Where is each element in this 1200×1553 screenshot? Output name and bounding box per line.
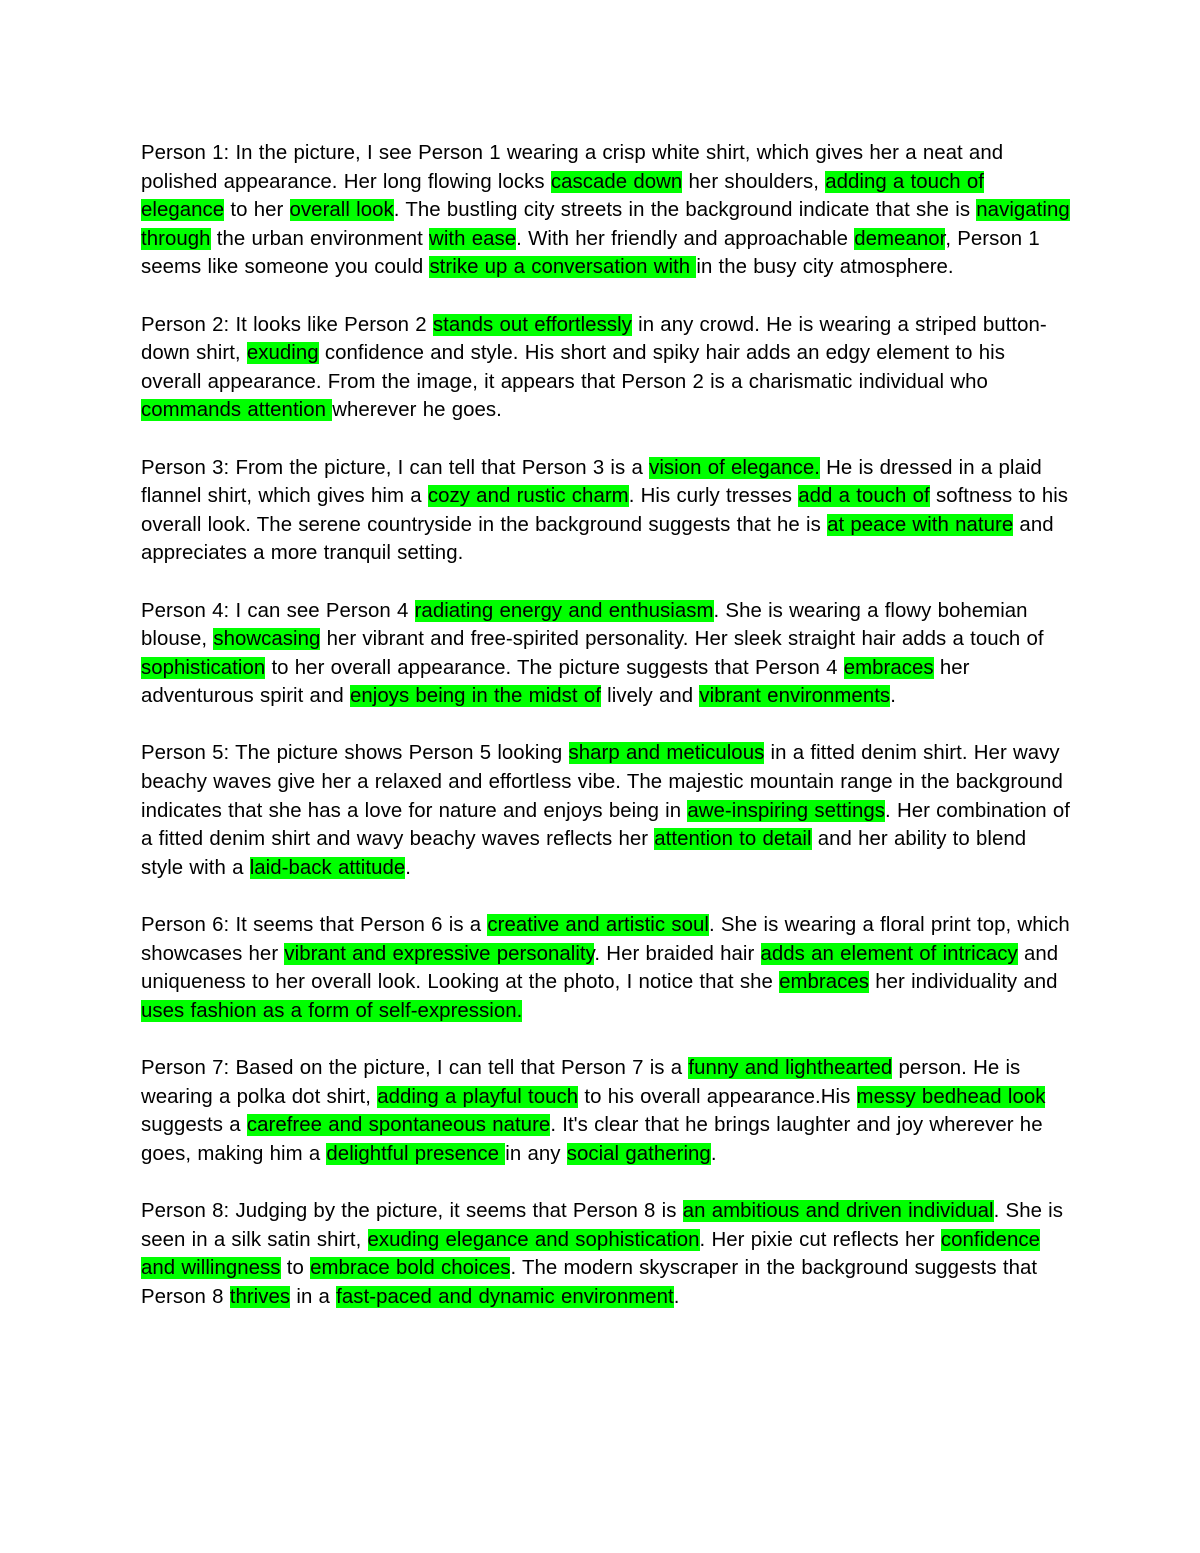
text-run: her adventurous spirit and: [141, 656, 970, 708]
highlighted-phrase: embraces: [843, 656, 934, 679]
text-run: Person 6: It seems that Person 6 is a: [141, 914, 488, 937]
paragraph-person-3: [141, 454, 1070, 568]
text-run: lively and: [600, 685, 700, 708]
highlighted-phrase: vibrant environments: [699, 685, 891, 708]
text-run: in a: [290, 1285, 337, 1308]
text-run: . His curly tresses: [628, 485, 799, 508]
text-run: softness to his overall look. The serene countryside in the background suggests that he is: [141, 485, 1069, 536]
text-run: Person 4: I can see Person 4: [141, 599, 415, 622]
text-run: to his overall appearance.His: [578, 1085, 857, 1108]
paragraph-person-1: [141, 139, 1070, 282]
highlighted-phrase: delightful presence: [326, 1142, 506, 1165]
highlighted-phrase: embrace bold choices: [310, 1257, 511, 1280]
highlighted-phrase: thrives: [229, 1285, 291, 1308]
text-run: . Her pixie cut reflects her: [699, 1228, 941, 1251]
text-run: . The modern skyscraper in the background suggests that Person 8: [141, 1257, 1038, 1308]
highlighted-phrase: laid-back attitude: [249, 856, 406, 879]
text-run: to: [280, 1257, 311, 1280]
text-run: suggests a: [141, 1114, 247, 1137]
highlighted-phrase: vision of elegance.: [649, 456, 820, 479]
highlighted-phrase: exuding: [246, 342, 319, 365]
text-run: , Person 1 seems like someone you could: [141, 227, 1040, 279]
highlighted-phrase: creative and artistic soul: [487, 914, 709, 937]
highlighted-phrase: carefree and spontaneous nature: [246, 1114, 551, 1137]
text-run: her vibrant and free-spirited personality. Her sleek straight hair adds a touch of: [320, 628, 1044, 651]
paragraph-person-4: [141, 597, 1070, 711]
text-run: . She is wearing a flowy bohemian blouse,: [141, 599, 1028, 651]
text-run: .: [673, 1285, 680, 1308]
text-run: in any: [505, 1142, 567, 1165]
paragraph-person-6: [141, 911, 1070, 1025]
text-run: . It's clear that he brings laughter and joy wherever he goes, making him a: [141, 1114, 1043, 1165]
highlighted-phrase: add a touch of: [798, 485, 930, 508]
highlighted-phrase: adding a playful touch: [377, 1085, 579, 1108]
highlighted-phrase: messy bedhead look: [856, 1085, 1046, 1108]
text-run: . The bustling city streets in the background indicate that she is: [393, 199, 977, 222]
text-run: to her: [224, 199, 290, 222]
text-run: . She is wearing a floral print top, which showcases her: [141, 914, 1070, 965]
document-body: [141, 139, 1070, 1311]
paragraph-person-7: [141, 1054, 1070, 1168]
highlighted-phrase: adding a touch of elegance: [141, 170, 984, 222]
text-run: in a fitted denim shirt. Her wavy beachy waves give her a relaxed and effortless vibe. The majestic mountain range in the background indicates that she has a love for nature and enjoys being in: [141, 742, 1063, 822]
highlighted-phrase: with ease: [429, 227, 517, 250]
highlighted-phrase: radiating energy and enthusiasm: [414, 599, 714, 622]
text-run: He is dressed in a plaid flannel shirt, which gives him a: [141, 456, 1042, 508]
highlighted-phrase: attention to detail: [654, 828, 812, 851]
highlighted-phrase: uses fashion as a form of self-expression.: [141, 999, 523, 1022]
text-run: Person 5: The picture shows Person 5 looking: [141, 742, 569, 765]
text-run: in the busy city atmosphere.: [696, 256, 954, 279]
highlighted-phrase: vibrant and expressive personality: [284, 942, 595, 965]
highlighted-phrase: social gathering: [566, 1142, 711, 1165]
text-run: Person 3: From the picture, I can tell that Person 3 is a: [141, 456, 650, 479]
highlighted-phrase: sharp and meticulous: [568, 742, 765, 765]
text-run: and uniqueness to her overall look. Looking at the photo, I notice that she: [141, 942, 1059, 994]
highlighted-phrase: cozy and rustic charm: [427, 485, 629, 508]
highlighted-phrase: cascade down: [550, 170, 683, 193]
text-run: in any crowd. He is wearing a striped button-down shirt,: [141, 313, 1047, 365]
highlighted-phrase: commands attention: [141, 399, 333, 422]
highlighted-phrase: stands out effortlessly: [432, 313, 632, 336]
text-run: Person 8: Judging by the picture, it seems that Person 8 is: [141, 1199, 683, 1222]
highlighted-phrase: embraces: [779, 971, 870, 994]
highlighted-phrase: strike up a conversation with: [429, 256, 697, 279]
paragraph-person-2: [141, 311, 1070, 425]
text-run: .: [405, 856, 411, 879]
text-run: .: [710, 1142, 717, 1165]
text-run: to her overall appearance. The picture suggests that Person 4: [265, 656, 844, 679]
highlighted-phrase: demeanor: [854, 227, 946, 250]
text-run: the urban environment: [210, 227, 430, 250]
highlighted-phrase: adds an element of intricacy: [760, 942, 1018, 965]
highlighted-phrase: awe-inspiring settings: [687, 799, 886, 822]
text-run: her individuality and: [869, 971, 1058, 994]
text-run: person. He is wearing a polka dot shirt,: [141, 1057, 1021, 1108]
text-run: confidence and style. His short and spiky hair adds an edgy element to his overall appearance. From the image, it appears that Person 2 is a charismatic individual who: [141, 342, 1005, 393]
highlighted-phrase: at peace with nature: [827, 513, 1014, 536]
highlighted-phrase: fast-paced and dynamic environment: [336, 1285, 674, 1308]
text-run: Person 2: It looks like Person 2: [141, 313, 433, 336]
highlighted-phrase: an ambitious and driven individual: [682, 1199, 994, 1222]
highlighted-phrase: showcasing: [213, 628, 321, 651]
text-run: .: [890, 685, 896, 708]
highlighted-phrase: sophistication: [141, 656, 266, 679]
text-run: Person 1: In the picture, I see Person 1 wearing a crisp white shirt, which gives her a neat and polished appearance. Her long flowing locks: [141, 142, 1004, 193]
text-run: and appreciates a more tranquil setting.: [141, 513, 1054, 565]
text-run: . She is seen in a silk satin shirt,: [141, 1199, 1064, 1251]
text-run: . With her friendly and approachable: [516, 227, 855, 250]
text-run: Person 7: Based on the picture, I can tell that Person 7 is a: [141, 1057, 689, 1079]
highlighted-phrase: confidence and willingness: [141, 1228, 1040, 1280]
text-run: wherever he goes.: [332, 399, 502, 422]
text-run: her shoulders,: [682, 170, 826, 193]
highlighted-phrase: navigating through: [141, 199, 1070, 250]
text-run: . Her braided hair: [594, 942, 761, 965]
paragraph-person-8: [141, 1197, 1070, 1311]
highlighted-phrase: funny and lighthearted: [688, 1057, 893, 1079]
highlighted-phrase: overall look: [289, 199, 394, 222]
highlighted-phrase: exuding elegance and sophistication: [367, 1228, 700, 1251]
text-run: . Her combination of a fitted denim shirt and wavy beachy waves reflects her: [141, 799, 1071, 851]
highlighted-phrase: enjoys being in the midst of: [349, 685, 601, 708]
text-run: and her ability to blend style with a: [141, 828, 1027, 879]
paragraph-person-5: [141, 739, 1070, 882]
